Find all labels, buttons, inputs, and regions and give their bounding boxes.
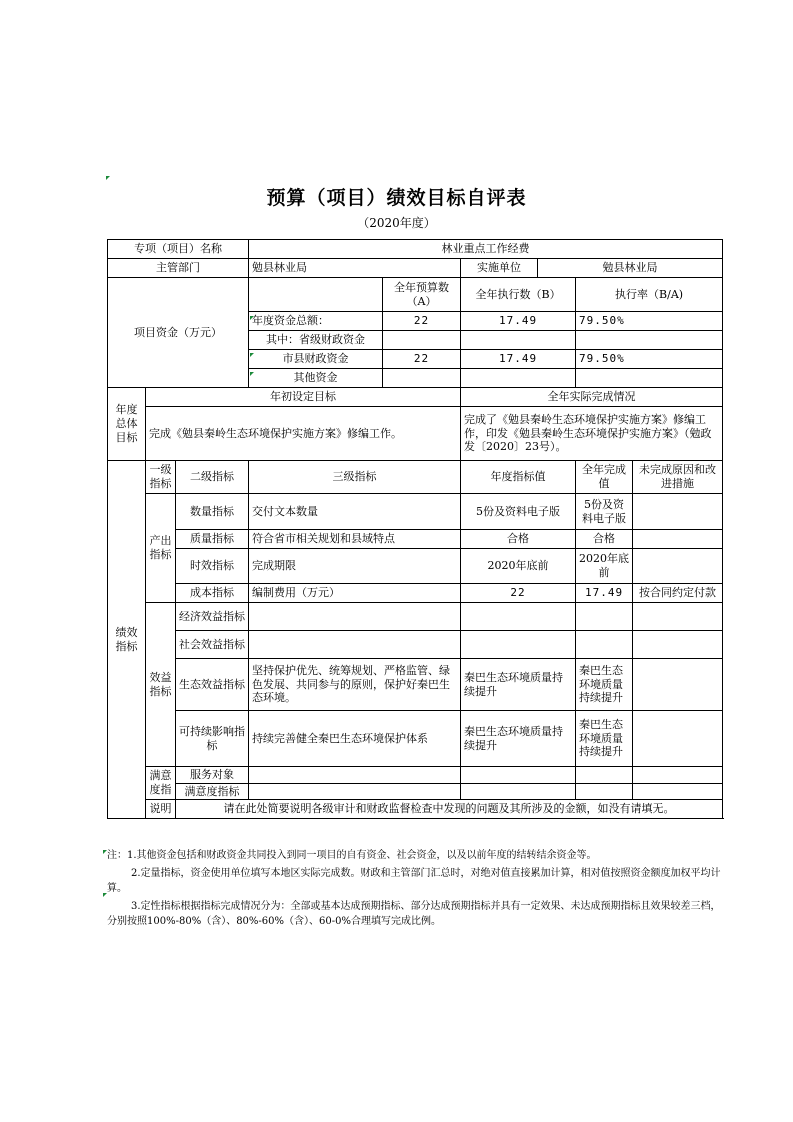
fund-exec: 17.49 [461, 312, 576, 331]
h-reason: 未完成原因和改进措施 [633, 461, 723, 494]
indicator-l2: 数量指标 [176, 494, 249, 530]
table-row [108, 530, 723, 549]
indicator-actual: 5份及资料电子版 [576, 494, 633, 530]
table-row [108, 549, 723, 584]
output-label: 产出指标 [146, 494, 176, 603]
indicator-l3 [249, 603, 461, 631]
fund-rate [576, 331, 723, 350]
indicator-l2: 社会效益指标 [176, 631, 249, 659]
fund-budget [383, 369, 461, 388]
indicator-actual [576, 784, 633, 800]
indicator-actual [576, 767, 633, 784]
indicator-reason [633, 767, 723, 784]
table-row [108, 631, 723, 659]
fund-row-label: 其他资金 [249, 369, 383, 388]
col-rate: 执行率（B/A) [576, 278, 723, 312]
indicator-l2: 服务对象 [176, 767, 249, 784]
indicator-l2: 经济效益指标 [176, 603, 249, 631]
actual-text: 完成了《勉县秦岭生态环境保护实施方案》修编工作，印发《勉县秦岭生态环境保护实施方案》（勉政发〔2020〕23号）。 [461, 407, 723, 461]
indicator-reason [633, 530, 723, 549]
indicator-l3: 持续完善健全秦巴生态环境保护体系 [249, 711, 461, 767]
fund-budget: 22 [383, 350, 461, 369]
indicator-actual: 秦巴生态环境质量持续提升 [576, 711, 633, 767]
col-exec: 全年执行数（B） [461, 278, 576, 312]
impl-unit-value: 勉县林业局 [538, 259, 723, 278]
table-row [108, 659, 723, 711]
indicator-l3: 符合省市相关规划和县域特点 [249, 530, 461, 549]
indicator-l3 [249, 767, 461, 784]
indicator-actual: 秦巴生态环境质量持续提升 [576, 659, 633, 711]
indicator-reason [633, 494, 723, 530]
project-name-label: 专项（项目）名称 [108, 240, 249, 259]
fund-row-label: 年度资金总额： [249, 312, 383, 331]
indicator-target [461, 603, 576, 631]
indicator-actual [576, 631, 633, 659]
impl-unit-label: 实施单位 [461, 259, 538, 278]
annual-goal-label: 年度总体目标 [108, 388, 146, 461]
h-level2: 二级指标 [176, 461, 249, 494]
indicator-l3 [249, 631, 461, 659]
indicator-l2: 时效指标 [176, 549, 249, 584]
indicator-actual: 17.49 [576, 584, 633, 603]
h-level3: 三级指标 [249, 461, 461, 494]
indicator-actual: 2020年底前 [576, 549, 633, 584]
note-2: 2.定量指标，资金使用单位填写本地区实际完成数。财政和主管部门汇总时，对绝对值直接累加计算，相对值按照资金额度加权平均计算。 [107, 868, 721, 894]
indicator-l2: 可持续影响指标 [176, 711, 249, 767]
table-row [108, 767, 723, 784]
indicator-reason [633, 603, 723, 631]
indicator-reason [633, 711, 723, 767]
col-budget: 全年预算数（A） [383, 278, 461, 312]
fund-rate: 79.50% [576, 350, 723, 369]
indicator-target: 2020年底前 [461, 549, 576, 584]
indicator-l3: 编制费用（万元） [249, 584, 461, 603]
indicator-target: 合格 [461, 530, 576, 549]
evaluation-table [107, 239, 723, 819]
indicator-target [461, 784, 576, 800]
actual-header: 全年实际完成情况 [461, 388, 723, 407]
fund-exec [461, 331, 576, 350]
indicator-actual [576, 603, 633, 631]
satisfaction-label: 满意度指 [146, 767, 176, 800]
indicator-target: 秦巴生态环境质量持续提升 [461, 711, 576, 767]
indicator-target: 秦巴生态环境质量持续提升 [461, 659, 576, 711]
funds-label: 项目资金（万元） [108, 278, 249, 388]
dept-label: 主管部门 [108, 259, 249, 278]
indicator-target: 5份及资料电子版 [461, 494, 576, 530]
goal-text: 完成《勉县秦岭生态环境保护实施方案》修编工作。 [146, 407, 461, 461]
note-3: 3.定性指标根据指标完成情况分为：全部或基本达成预期指标、部分达成预期指标并具有一定效果、未达成预期指标且效果较差三档，分别按照100%-80%（含）、80%-60%（含）、60-0%合理填写完成比例。 [107, 901, 721, 927]
note-1: 注：1.其他资金包括和财政资金共同投入到同一项目的自有资金、社会资金，以及以前年度的结转结余资金等。 [107, 850, 597, 861]
indicator-target [461, 767, 576, 784]
fund-row-label: 市县财政资金 [249, 350, 383, 369]
table-row [108, 494, 723, 530]
page-title: 预算（项目）绩效目标自评表 [266, 187, 527, 209]
table-row [108, 603, 723, 631]
fund-row-label: 其中：省级财政资金 [249, 331, 383, 350]
h-target: 年度指标值 [461, 461, 576, 494]
table-row [108, 584, 723, 603]
goal-header: 年初设定目标 [146, 388, 461, 407]
project-name-value: 林业重点工作经费 [249, 240, 723, 259]
indicator-target: 22 [461, 584, 576, 603]
indicator-l2: 生态效益指标 [176, 659, 249, 711]
indicator-l2: 成本指标 [176, 584, 249, 603]
indicator-reason [633, 659, 723, 711]
indicator-l3: 完成期限 [249, 549, 461, 584]
fund-rate: 79.50% [576, 312, 723, 331]
indicator-l3: 坚持保护优先、统筹规划、严格监管、绿色发展、共同参与的原则，保护好秦巴生态环境。 [249, 659, 461, 711]
effect-label: 效益指标 [146, 603, 176, 767]
table-row [108, 784, 723, 800]
report-year: （2020年度） [357, 216, 436, 230]
indicator-reason: 按合同约定付款 [633, 584, 723, 603]
indicator-reason [633, 784, 723, 800]
indicator-l3: 交付文本数量 [249, 494, 461, 530]
perf-label: 绩效指标 [108, 461, 146, 819]
fund-exec: 17.49 [461, 350, 576, 369]
h-level1: 一级指标 [146, 461, 176, 494]
h-actual: 全年完成值 [576, 461, 633, 494]
cell-marker [106, 176, 110, 180]
indicator-l2: 满意度指标 [176, 784, 249, 800]
fund-rate [576, 369, 723, 388]
indicator-reason [633, 631, 723, 659]
indicator-reason [633, 549, 723, 584]
dept-value: 勉县林业局 [249, 259, 461, 278]
remark-text: 请在此处简要说明各级审计和财政监督检查中发现的问题及其所涉及的金额，如没有请填无。 [176, 800, 723, 819]
table-row [108, 711, 723, 767]
fund-exec [461, 369, 576, 388]
fund-budget [383, 331, 461, 350]
indicator-target [461, 631, 576, 659]
indicator-l3 [249, 784, 461, 800]
indicator-l2: 质量指标 [176, 530, 249, 549]
fund-budget: 22 [383, 312, 461, 331]
indicator-actual: 合格 [576, 530, 633, 549]
remark-label: 说明 [146, 800, 176, 819]
